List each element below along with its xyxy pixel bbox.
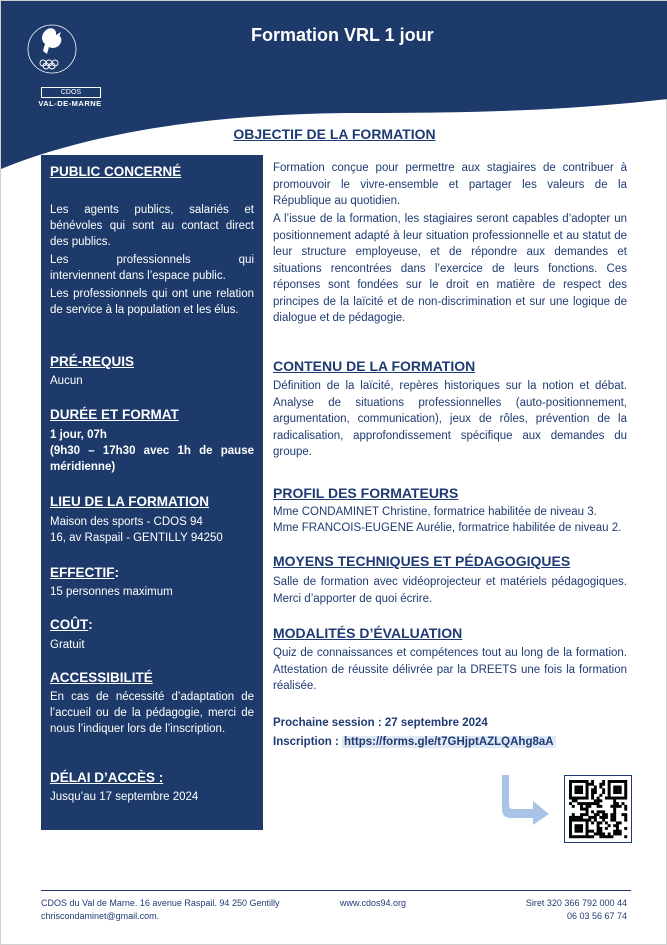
moyens-title: MOYENS TECHNIQUES ET PÉDAGOGIQUES bbox=[273, 553, 571, 569]
footer-divider bbox=[41, 890, 631, 891]
page-title: Formation VRL 1 jour bbox=[251, 25, 434, 45]
profil-text-2: Mme FRANCOIS-EUGENE Aurélie, formatrice habilitée de niveau 2. bbox=[273, 522, 622, 534]
qr-code-icon bbox=[565, 776, 631, 842]
moyens-text: Salle de formation avec vidéoprojecteur et matériels pédagogiques. Merci d’apporter de quoi écrire. bbox=[273, 576, 627, 605]
access-title: ACCESSIBILITÉ bbox=[50, 670, 153, 685]
delai-text: Jusqu’au 17 septembre 2024 bbox=[50, 791, 199, 803]
effectif-heading bbox=[50, 565, 119, 580]
modalites-title: MODALITÉS D’ÉVALUATION bbox=[273, 625, 463, 641]
footer-website[interactable]: www.cdos94.org bbox=[340, 898, 407, 908]
objectif-title: OBJECTIF DE LA FORMATION bbox=[233, 126, 436, 142]
contenu-title: CONTENU DE LA FORMATION bbox=[273, 358, 476, 374]
logo-cdos-label: CDOS bbox=[41, 87, 101, 98]
objectif-text-2: A l’issue de la formation, les stagiaires seront capables d’adopter un positionnement adapté à leur situation professionnelle et au statut de leur structure employeuse, et de répondre aux demandes et situations rencontrées dans l’exercice de leurs fonctions. Ces réponses sont fondées sur le droit en matière de respect des principes de la laïcité et de non-discrimination et sur une logique de dialogue et de pédagogie. bbox=[273, 213, 627, 324]
lieu-text-1: Maison des sports - CDOS 94 bbox=[50, 516, 203, 528]
cout-title: COÛT bbox=[50, 617, 89, 632]
effectif-title: EFFECTIF bbox=[50, 565, 115, 580]
duree-text-2: (9h30 – 17h30 avec 1h de pause méridienne) bbox=[50, 445, 254, 473]
footer-email[interactable]: chriscondaminet@gmail.com. bbox=[41, 911, 160, 921]
logo-region-label: VAL-DE-MARNE bbox=[38, 99, 102, 108]
footer-phone: 06 03 56 67 74 bbox=[566, 911, 627, 921]
cout-colon: : bbox=[88, 617, 93, 632]
session-date: 27 septembre 2024 bbox=[384, 717, 488, 729]
header-banner bbox=[1, 1, 667, 176]
effectif-colon: : bbox=[114, 565, 119, 580]
lieu-text-2: 16, av Raspail - GENTILLY 94250 bbox=[50, 532, 223, 544]
modalites-text: Quiz de connaissances et compétences tout au long de la formation. Attestation de réussite délivrée par la DREETS une fois la formation réalisée. bbox=[273, 647, 627, 692]
duree-title: DURÉE ET FORMAT bbox=[50, 407, 179, 422]
delai-title: DÉLAI D’ACCÈS : bbox=[50, 770, 164, 785]
public-text-1: Les agents publics, salariés et bénévoles qui sont au contact direct des publics. bbox=[50, 204, 254, 248]
arrow-right-icon bbox=[499, 773, 553, 825]
cout-text: Gratuit bbox=[50, 639, 85, 651]
profil-text-1: Mme CONDAMINET Christine, formatrice habilitée de niveau 3. bbox=[273, 506, 597, 518]
profil-title: PROFIL DES FORMATEURS bbox=[273, 485, 459, 501]
session-line bbox=[273, 717, 488, 729]
inscription-link[interactable]: https://forms.gle/t7GHjptAZLQAhg8aA bbox=[344, 736, 554, 748]
footer-address: CDOS du Val de Marne. 16 avenue Raspail. 94 250 Gentilly bbox=[41, 898, 280, 908]
olympic-rooster-icon bbox=[19, 11, 99, 91]
footer-siret: Siret 320 366 792 000 44 bbox=[525, 898, 627, 908]
inscription-line bbox=[273, 736, 556, 748]
access-text: En cas de nécessité d’adaptation de l’accueil ou de la pédagogie, merci de nous l’indiquer lors de l’inscription. bbox=[50, 691, 254, 735]
session-label: Prochaine session : bbox=[273, 717, 382, 729]
cnosf-logo bbox=[19, 11, 102, 108]
prereq-title: PRÉ-REQUIS bbox=[50, 354, 135, 369]
public-text-2: Les professionnels qui interviennent dans l’espace public. bbox=[50, 254, 254, 282]
public-title: PUBLIC CONCERNÉ bbox=[50, 164, 182, 179]
duree-text-1: 1 jour, 07h bbox=[50, 429, 107, 441]
effectif-text: 15 personnes maximum bbox=[50, 586, 173, 598]
prereq-text: Aucun bbox=[50, 375, 83, 387]
public-text-3: Les professionnels qui ont une relation de service à la population et les élus. bbox=[50, 288, 254, 316]
objectif-text-1: Formation conçue pour permettre aux stagiaires de contribuer à promouvoir le vivre-ensemble et partager les valeurs de la République au quotidien. bbox=[273, 162, 627, 207]
cout-heading bbox=[50, 617, 93, 632]
qr-code[interactable] bbox=[564, 775, 632, 843]
inscription-label: Inscription : bbox=[273, 736, 339, 748]
contenu-text: Définition de la laïcité, repères historiques sur la notion et débat. Analyse de situations professionnelles (auto-positionnement, argumentation, communication), jeux de rôles, prévention de la radicalisation, approfondissement spécifique aux demandes du groupe. bbox=[273, 380, 627, 458]
lieu-title: LIEU DE LA FORMATION bbox=[50, 494, 209, 509]
info-sidebar bbox=[41, 155, 263, 830]
